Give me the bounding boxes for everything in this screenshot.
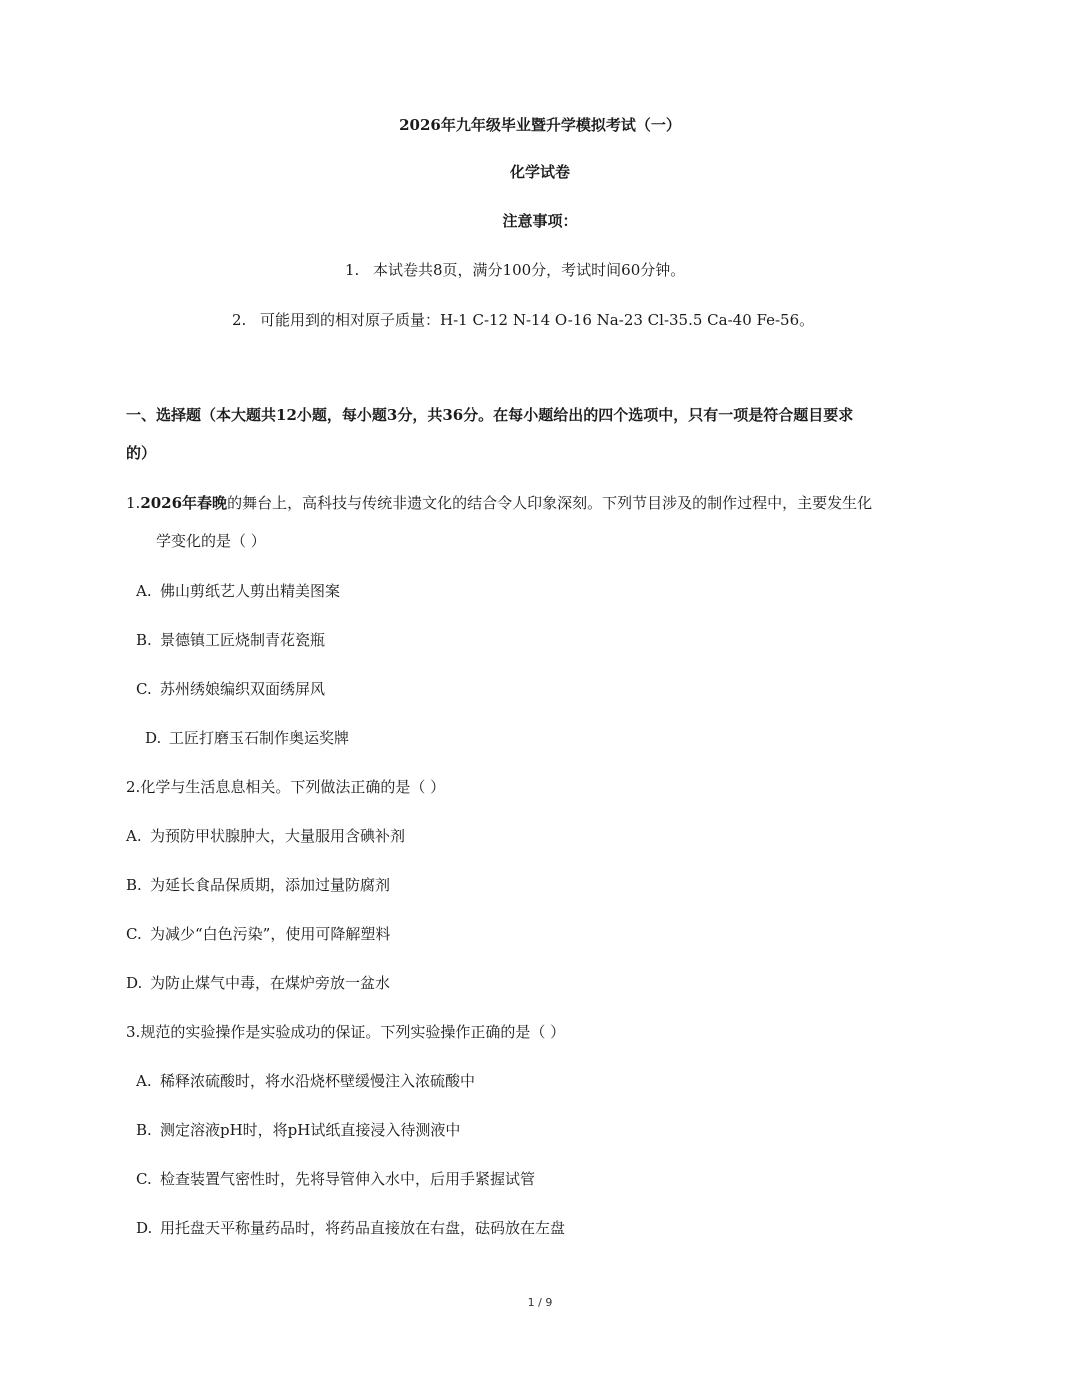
option-label: D. (136, 1219, 153, 1237)
question-stem-text: 的舞台上，高科技与传统非遗文化的结合令人印象深刻。下列节目涉及的制作过程中，主要发生化 (227, 494, 873, 512)
notice-number: 2. (232, 311, 247, 329)
option-d[interactable] (126, 972, 390, 994)
question-stem-text: 化学与生活息息相关。下列做法正确的是（ ） (140, 778, 446, 796)
section-heading (126, 396, 956, 472)
option-a[interactable] (126, 825, 405, 847)
notice-item (232, 309, 814, 331)
option-label: A. (126, 827, 142, 845)
option-label: D. (126, 974, 143, 992)
option-text: 用托盘天平称量药品时，将药品直接放在右盘，砝码放在左盘 (160, 1219, 566, 1237)
section-heading-line: 一、选择题（本大题共12小题，每小题3分，共36分。在每小题给出的四个选项中，只有一项是符合题目要求 (126, 406, 854, 424)
option-text: 景德镇工匠烧制青花瓷瓶 (160, 631, 326, 649)
notice-text: 本试卷共8页，满分100分，考试时间60分钟。 (373, 261, 686, 279)
section-heading-line: 的） (126, 444, 157, 462)
option-label: B. (136, 631, 152, 649)
notice-title: 注意事项： (502, 212, 578, 230)
option-text: 为防止煤气中毒，在煤炉旁放一盆水 (150, 974, 391, 992)
option-text: 测定溶液pH时，将pH试纸直接浸入待测液中 (160, 1121, 461, 1139)
option-label: C. (126, 925, 142, 943)
question-number: 2. (126, 778, 141, 796)
question-stem (126, 776, 445, 798)
option-label: C. (136, 1170, 152, 1188)
option-text: 佛山剪纸艺人剪出精美图案 (160, 582, 341, 600)
option-b[interactable] (136, 1119, 460, 1141)
option-a[interactable] (136, 1070, 475, 1092)
option-text: 检查装置气密性时，先将导管伸入水中，后用手紧握试管 (160, 1170, 536, 1188)
question-stem (126, 484, 956, 560)
option-c[interactable] (136, 1168, 535, 1190)
question-stem (126, 1021, 565, 1043)
question-stem-text: 规范的实验操作是实验成功的保证。下列实验操作正确的是（ ） (140, 1023, 566, 1041)
exam-title: 2026年九年级毕业暨升学模拟考试（一） (399, 116, 681, 134)
option-d[interactable] (145, 727, 349, 749)
option-c[interactable] (136, 678, 325, 700)
option-label: D. (145, 729, 162, 747)
option-a[interactable] (136, 580, 340, 602)
option-c[interactable] (126, 923, 390, 945)
question-number: 1. (126, 494, 141, 512)
option-text: 苏州绣娘编织双面绣屏风 (160, 680, 326, 698)
option-text: 稀释浓硫酸时，将水沿烧杯壁缓慢注入浓硫酸中 (160, 1072, 476, 1090)
page-indicator: 1 / 9 (527, 1296, 553, 1309)
subject-title: 化学试卷 (509, 163, 570, 181)
notice-text: 可能用到的相对原子质量：H-1 C-12 N-14 O-16 Na-23 Cl-35.5 Ca-40 Fe-56。 (260, 311, 815, 329)
option-label: A. (136, 582, 152, 600)
option-text: 工匠打磨玉石制作奥运奖牌 (169, 729, 350, 747)
option-label: A. (136, 1072, 152, 1090)
notice-number: 1. (345, 261, 360, 279)
question-stem-highlight: 2026年春晚 (140, 494, 228, 512)
notice-item (345, 259, 685, 281)
option-text: 为减少“白色污染”，使用可降解塑料 (150, 925, 391, 943)
option-label: B. (136, 1121, 152, 1139)
option-d[interactable] (136, 1217, 565, 1239)
question-number: 3. (126, 1023, 141, 1041)
option-text: 为延长食品保质期，添加过量防腐剂 (150, 876, 391, 894)
option-b[interactable] (136, 629, 325, 651)
option-b[interactable] (126, 874, 390, 896)
option-label: C. (136, 680, 152, 698)
option-label: B. (126, 876, 142, 894)
question-stem-text: 学变化的是（ ） (156, 532, 266, 550)
option-text: 为预防甲状腺肿大，大量服用含碘补剂 (150, 827, 406, 845)
